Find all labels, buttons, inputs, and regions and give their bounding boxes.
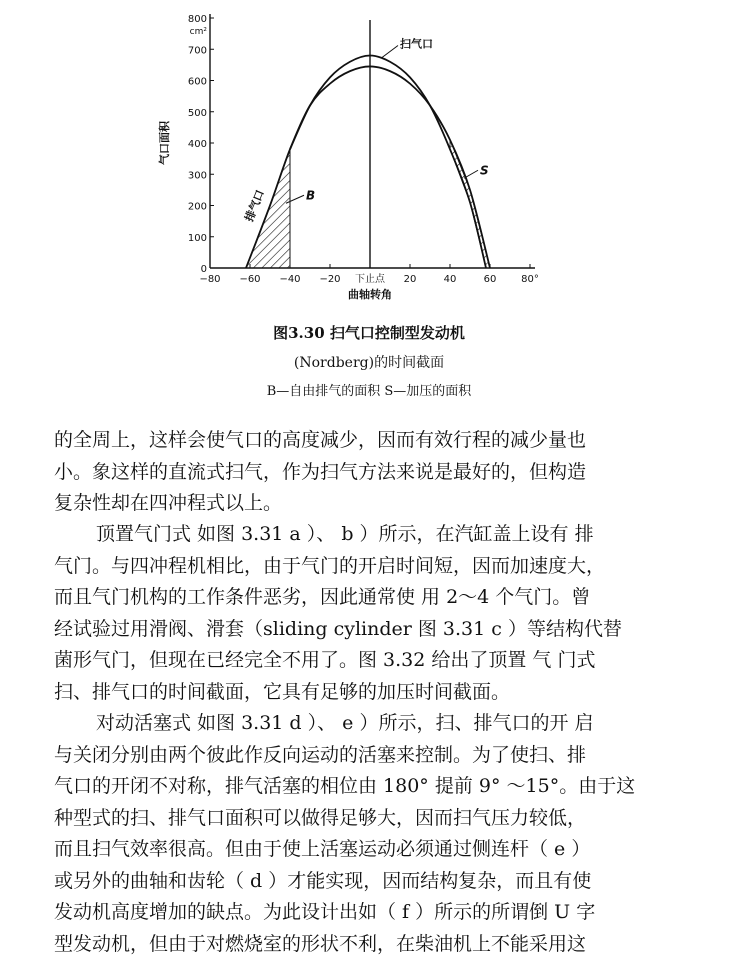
- x-axis-title: 曲轴转角: [348, 288, 392, 301]
- scavenge-leader-line: [382, 46, 398, 58]
- y-axis-title: 气口面积: [158, 121, 171, 165]
- x-tick-label: 80°: [521, 274, 539, 285]
- y-tick-label: 300: [187, 170, 207, 182]
- text-line: 型发动机，但由于对燃烧室的形状不利，在柴油机上不能采用这: [54, 932, 587, 955]
- x-tick-label: −40: [279, 274, 301, 285]
- text-line: 扫、排气口的时间截面，它具有足够的加压时间截面。: [54, 680, 511, 703]
- text-line: 发动机高度增加的缺点。为此设计出如（ f ）所示的所谓倒 U 字: [54, 901, 596, 923]
- text-line: 复杂性却在四冲程式以上。: [54, 492, 283, 514]
- text-line: 小。象这样的直流式扫气，作为扫气方法来说是最好的，但构造: [54, 460, 587, 483]
- x-tick-label: 40: [443, 274, 457, 285]
- paragraph-2: [54, 519, 694, 708]
- y-tick-label: 100: [187, 232, 207, 244]
- chart-labels: [157, 27, 489, 301]
- y-tick-label: 800: [187, 14, 207, 25]
- y-tick-label: 0: [200, 264, 207, 275]
- chart-ticks: [188, 14, 539, 285]
- y-tick-label: 500: [187, 107, 207, 119]
- text-line: 而且扫气效率很高。但由于使上活塞运动必须通过侧连杆（ e ）: [54, 838, 591, 860]
- text-line: 与关闭分别由两个彼此作反向运动的活塞来控制。为了使扫、排: [54, 743, 587, 766]
- x-tick-label: −60: [239, 274, 261, 285]
- y-tick-label: 200: [187, 201, 207, 213]
- y-tick-label: 700: [187, 45, 207, 57]
- text-line: 种型式的扫、排气口面积可以做得足够大，因而扫气压力较低，: [54, 806, 587, 829]
- text-line: 菌形气门，但现在已经完全不用了。图 3.32 给出了顶置 气 门式: [54, 649, 596, 671]
- x-tick-label: −20: [319, 274, 341, 285]
- y-unit-label: cm²: [189, 27, 207, 37]
- figure-caption-subtitle: (Nordberg)的时间截面: [293, 355, 445, 371]
- text-line: 顶置气门式 如图 3.31 a ）、 b ）所示，在汽缸盖上设有 排: [96, 523, 594, 545]
- x-tick-label: 20: [403, 274, 417, 285]
- region-s-leader-line: [464, 170, 478, 178]
- text-line: 气口的开闭不对称，排气活塞的相位由 180° 提前 9° ～15°。由于这: [54, 775, 636, 797]
- chart-axes: [210, 14, 535, 268]
- x-tick-label: 60: [483, 274, 497, 285]
- paragraph-1: [54, 425, 694, 520]
- text-line: 而且气门机构的工作条件恶劣，因此通常使 用 2～4 个气门。曾: [54, 586, 591, 608]
- region-s-label: S: [480, 163, 489, 178]
- y-tick-label: 600: [187, 76, 207, 88]
- paragraph-3: [54, 708, 694, 960]
- y-tick-label: 400: [187, 139, 207, 150]
- text-line: 的全周上，这样会使气口的高度减少，因而有效行程的减少量也: [54, 429, 587, 451]
- figure-caption-title: 图3.30 扫气口控制型发动机: [273, 324, 465, 342]
- figure-caption-legend: B—自由排气的面积 S—加压的面积: [266, 384, 472, 399]
- text-line: 气门。与四冲程机相比，由于气门的开启时间短，因而加速度大，: [54, 554, 606, 577]
- text-line: 或另外的曲轴和齿轮（ d ）才能实现，因而结构复杂，而且有使: [54, 869, 592, 892]
- x-tick-label: −80: [199, 274, 221, 285]
- port-timing-chart: [150, 6, 550, 306]
- text-line: 经试验过用滑阀、滑套（sliding cylinder 图 3.31 c ）等结构代替: [54, 617, 622, 640]
- region-b-label: B: [306, 188, 316, 203]
- text-line: 对动活塞式 如图 3.31 d ）、 e ）所示，扫、排气口的开 启: [96, 712, 594, 734]
- x-tick-label: 下止点: [355, 274, 385, 285]
- scavenge-port-label: 扫气口: [400, 37, 433, 51]
- exhaust-port-label: 排气口: [242, 188, 267, 224]
